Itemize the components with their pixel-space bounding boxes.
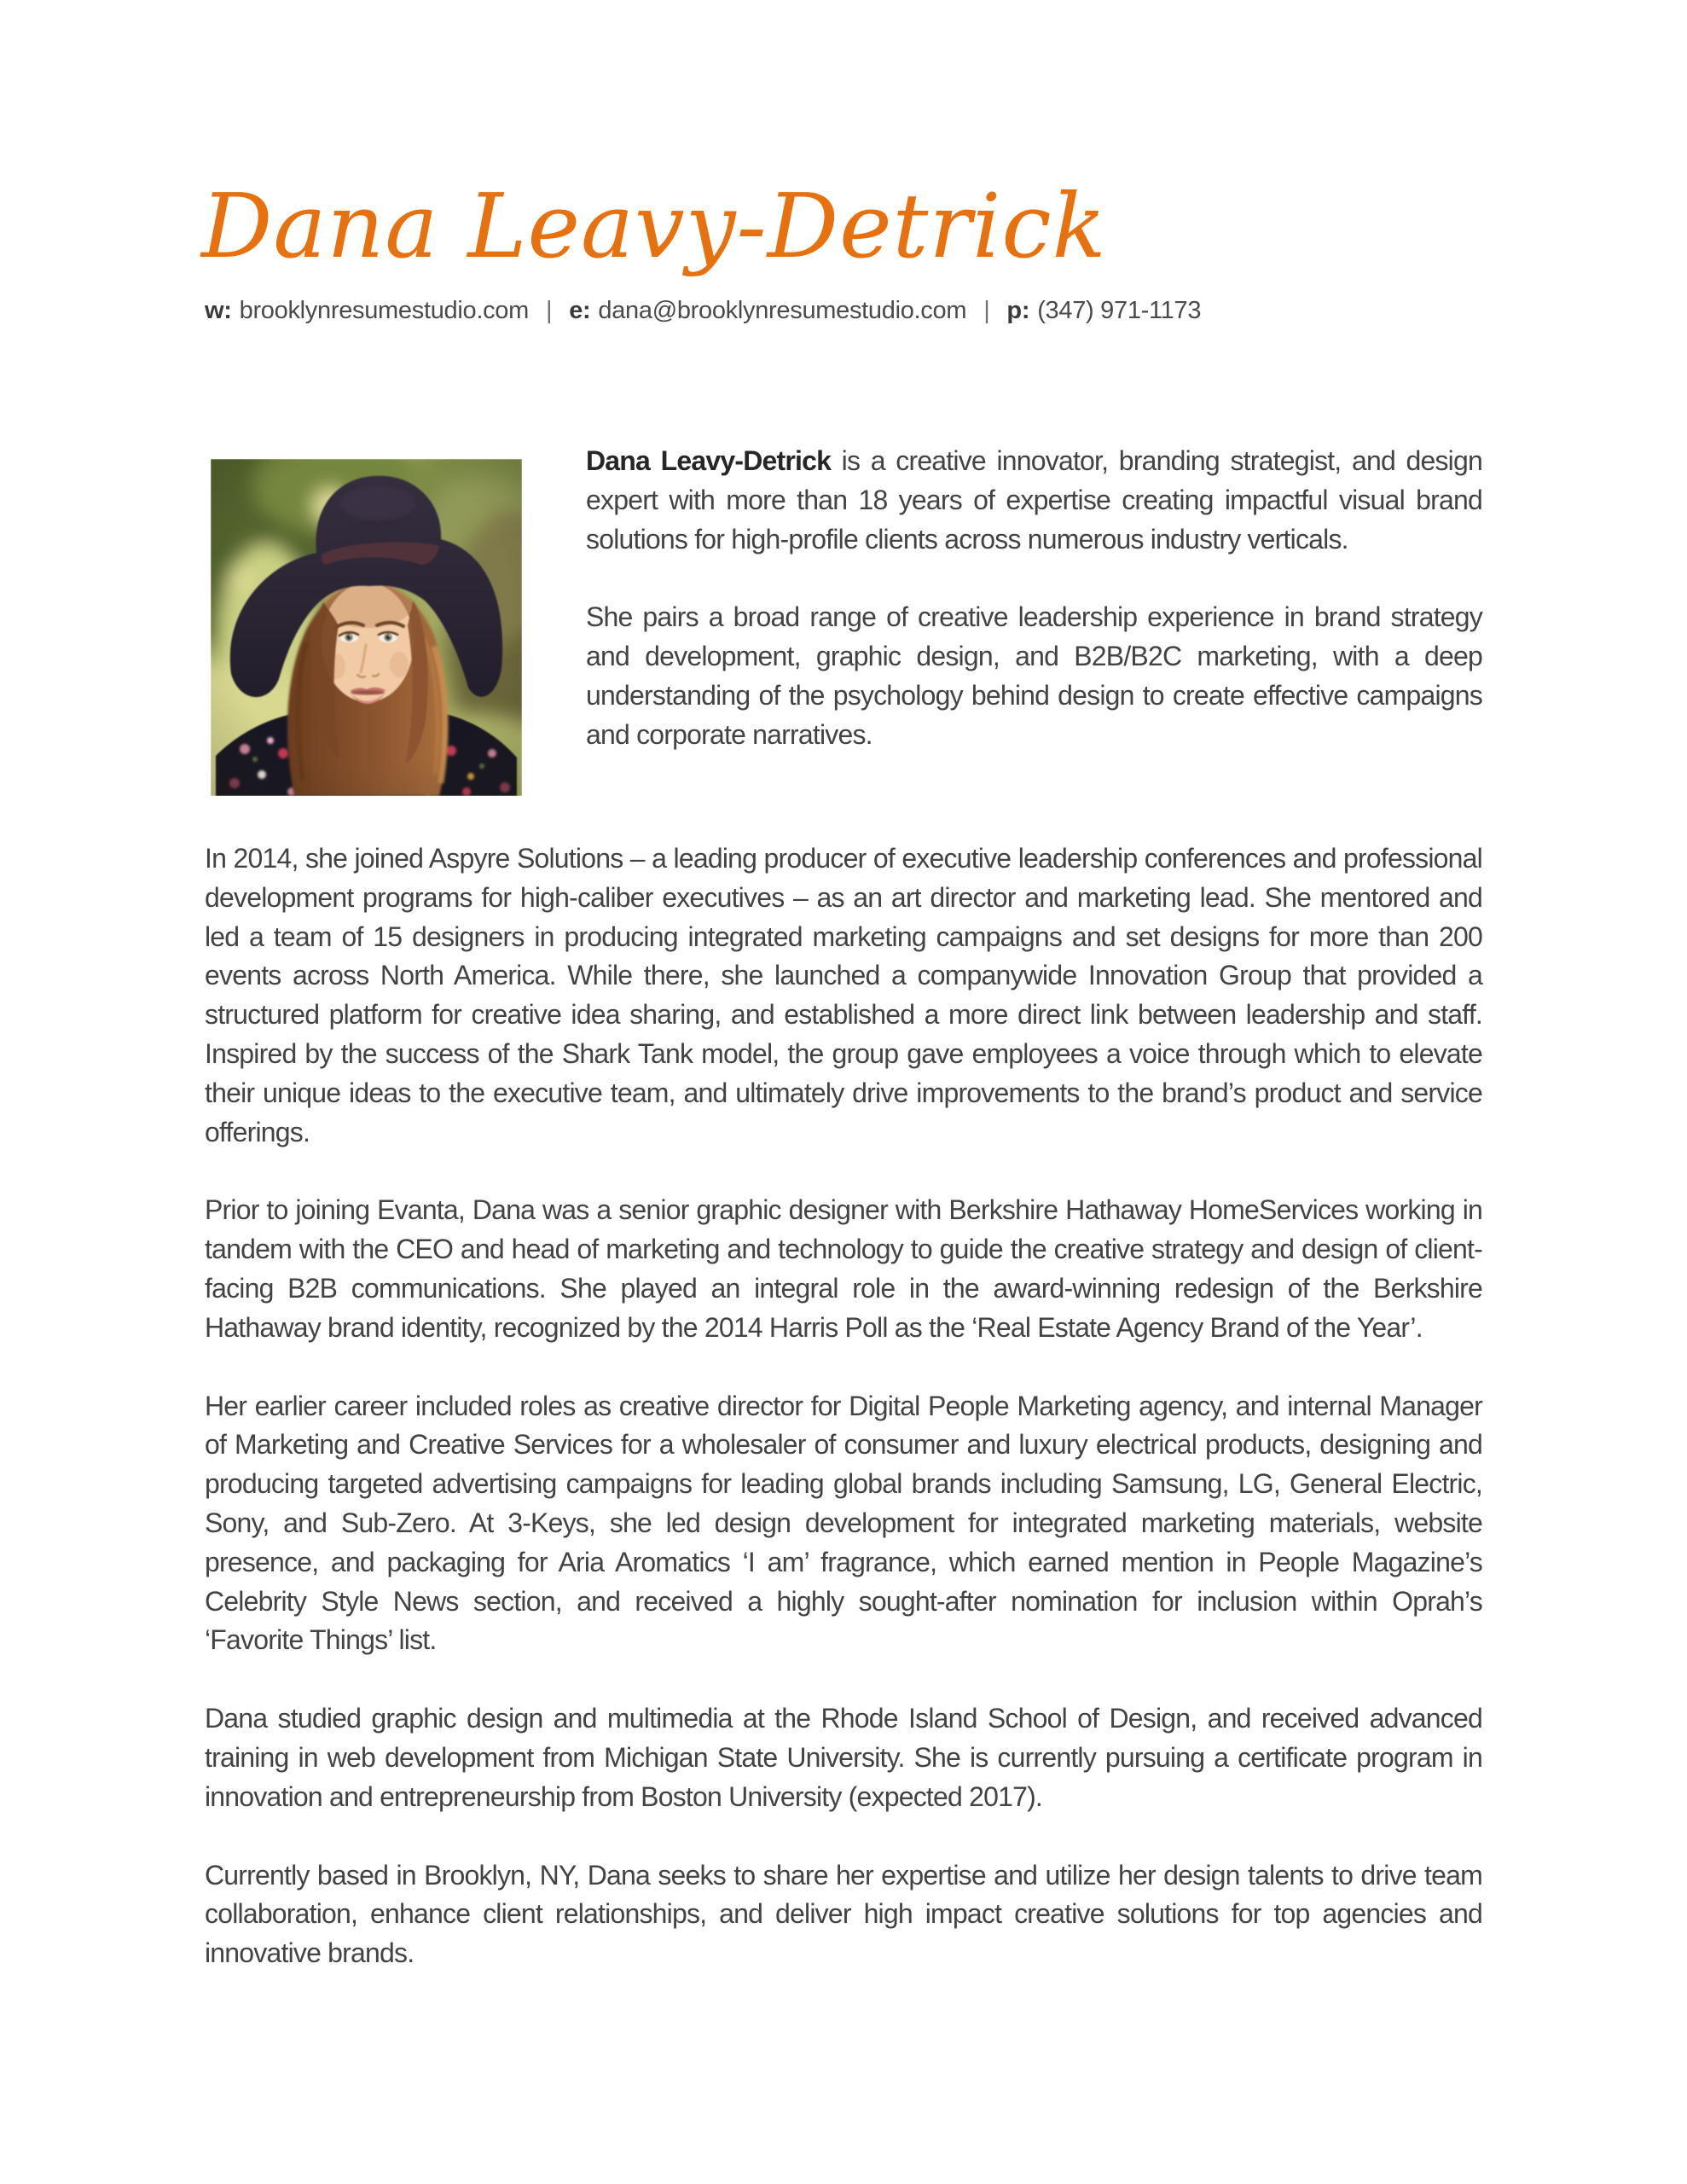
bio-intro-name: Dana Leavy-Detrick [586,445,832,476]
phone-value: (347) 971-1173 [1037,297,1202,324]
email-value: dana@brooklynresumestudio.com [598,297,967,324]
bio-intro-text: is a creative innovator, branding strategist, and design expert with more than 18 years of expertise creating impactful visual brand solutions for high-profile clients across numerous industry verticals. [586,445,1482,555]
page-title: Dana Leavy-Detrick [201,174,1107,278]
bio-paragraph: Her earlier career included roles as creative director for Digital People Marketing agency, and internal Manager of Marketing and Creative Services for a wholesaler of consumer and luxury electrical products, designing and producing targeted advertising campaigns for leading global brands including Samsung, LG, General Electric, Sony, and Sub-Zero. At 3-Keys, she led design development for integrated marketing materials, website presence, and packaging for Aria Aromatics ‘I am’ fragrance, which earned mention in People Magazine’s Celebrity Style News section, and received a highly sought-after nomination for inclusion within Oprah’s ‘Favorite Things’ list. [205,1390,1482,1656]
bio-paragraph: Prior to joining Evanta, Dana was a senior graphic designer with Berkshire Hathaway HomeServices working in tandem with the CEO and head of marketing and technology to guide the creative strategy and design of client-facing B2B communications. She played an integral role in the award-winning redesign of the Berkshire Hathaway brand identity, recognized by the 2014 Harris Poll as the ‘Real Estate Agency Brand of the Year’. [205,1194,1482,1343]
bio-paragraph: Dana studied graphic design and multimedia at the Rhode Island School of Design, and received advanced training in web development from Michigan State University. She is currently pursuing a certificate program in innovation and entrepreneurship from Boston University (expected 2017). [205,1703,1482,1812]
bio-intro-paragraph-1 [586,442,1482,559]
woman-portrait-illustration [211,459,522,796]
contact-line [205,297,1201,325]
bio-paragraph: In 2014, she joined Aspyre Solutions – a leading producer of executive leadership conferences and professional development programs for high-caliber executives – as an art director and marketing lead. She mentored and led a team of 15 designers in producing integrated marketing campaigns and set designs for more than 200 events across North America. While there, she launched a companywide Innovation Group that provided a structured platform for creative idea sharing, and established a more direct link between leadership and staff. Inspired by the success of the Shark Tank model, the group gave employees a voice through which to elevate their unique ideas to the executive team, and ultimately drive improvements to the brand’s product and service offerings. [205,843,1482,1147]
bio-body [205,839,1482,2013]
contact-separator: | [545,297,553,324]
website-value: brooklynresumestudio.com [239,297,529,324]
portrait-photo [211,459,522,796]
intro-column [586,442,1482,794]
contact-separator: | [983,297,990,324]
bio-paragraph: Currently based in Brooklyn, NY, Dana seeks to share her expertise and utilize her design talents to drive team collaboration, enhance client relationships, and deliver high impact creative solutions for top agencies and innovative brands. [205,1859,1482,1969]
website-label: w: [205,297,232,324]
phone-label: p: [1006,297,1030,324]
email-label: e: [569,297,591,324]
bio-intro-paragraph-2: She pairs a broad range of creative leadership experience in brand strategy and development, graphic design, and B2B/B2C marketing, with a deep understanding of the psychology behind design to create effective campaigns and corporate narratives. [586,601,1482,750]
